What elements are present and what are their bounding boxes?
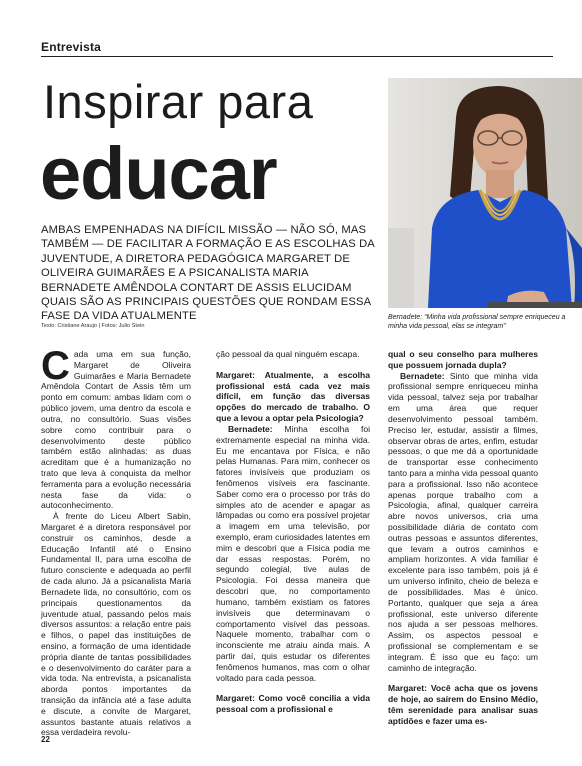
col1-paragraph-1: ada uma em sua função, Margaret de Oliveira Guimarães e Maria Bernadete Amêndola Contart de Assis têm um ponto em comum: ambas lidam com o público jovem, uma dentro da escola e outra, no consultório. Suas visões sobre como contribuir para o desenvolvimento deste público também estão alinhadas: as duas acreditam que é a humanização no trato que leva à conquista da melhor ferramenta para a evolução necessária nesta fase da vida: o autoconhecimento. <box>41 349 191 511</box>
question-2-continued: qual o seu conselho para mulheres que possuem jornada dupla? <box>388 349 538 370</box>
question-2: Margaret: Como você concilia a vida pessoal com a profissional e <box>216 693 370 715</box>
col2-paragraph-1: ção pessoal da qual ninguém escapa. <box>216 349 360 359</box>
headline-line2: educar <box>40 132 277 215</box>
headline-line1: Inspirar para <box>43 75 314 128</box>
body-column-1 <box>41 344 191 738</box>
portrait-illustration <box>388 78 582 308</box>
lead-paragraph: AMBAS EMPENHADAS NA DIFÍCIL MISSÃO — NÃO SÓ, MAS TAMBÉM — DE FACILITAR A FORMAÇÃO E AS ESCOLHAS DA JUVENTUDE, A DIRETORA PEDAGÓGICA MARGARET DE OLIVEIRA GUIMARÃES E A PSICANALISTA MARIA BERNADETE AMÊNDOLA CONTART DE ASSIS ELUCIDAM QUAIS SÃO AS PRINCIPAIS QUESTÕES QUE RONDAM ESSA FASE DA VIDA ATUALMENTE <box>41 224 375 323</box>
answer-1-text: Minha escolha foi extremamente especial na minha vida. Eu me encantava por Física, e não pelas Humanas. Para mim, conhecer os fatores invisíveis que produziam os fenômenos visíveis era fascinante. Saber como era o processo por trás do simples ato de acender e apagar as lâmpadas ou como era possível projetar a imagem em uma televisão, por exemplo, eram curiosidades latentes em mim e descobri que a Física podia me dar essas respostas. Porém, no segundo colegial, tive aulas de Psicologia. Foi dessa maneira que descobri que, no comportamento humano, também existiam os fatores invisíveis que determinavam o comportamento visível das pessoas. Naquele momento, trabalhar com o inconsciente me atraiu ainda mais. A partir daí, quis estudar os diferentes fenômenos humanos, mas com o olhar voltado para cada pessoa. <box>216 423 370 683</box>
answer-1-speaker: Bernadete: <box>228 423 273 434</box>
credits-line: Texto: Cristiane Araujo | Fotos: Julio Stein <box>41 323 145 329</box>
answer-2-text: Sinto que minha vida profissional sempre enriqueceu minha vida pessoal, talvez seja por trabalhar em uma área que requer desenvolvimento pessoal também. Preciso ler, estudar, assistir a filmes, observar obras de artes, enfim, estudar pessoas, o que me dá a oportunidade de transportar esse conhecimento tanto para a minha vida pessoal quanto para a profissional. Isso não acontece apenas porque trabalho com a Psicologia, afinal, qualquer carreira abre novos universos, cria uma possibilidade diária de contato com outras pessoas e assuntos diferentes, que levam a outros caminhos e ampliam horizontes. A vida familiar é excelente para isso também, pois já é um universo infinito, cheio de beleza e de possibilidades. Mas é único. Portanto, qualquer que seja a área profissional, este universo diferente nos ajuda a ser pessoas melhores. Assim, os aspectos pessoal e profissional se complementam e se integram. É isso que eu faço: um caminho de integração. <box>388 370 538 673</box>
section-label: Entrevista <box>41 40 102 54</box>
page-number: 22 <box>41 735 50 744</box>
body-column-3 <box>388 349 538 727</box>
header-rule <box>41 56 553 57</box>
question-1: Margaret: Atualmente, a escolha profissional está cada vez mais difícil, em função das diversas opções do mercado de trabalho. O que a levou a optar pela Psicologia? <box>216 369 370 424</box>
photo-caption: Bernadete: “Minha vida profissional sempre enriqueceu a minha vida pessoal, elas se integram” <box>388 314 566 330</box>
col1-paragraph-2: À frente do Liceu Albert Sabin, Margaret é a diretora responsável por construir os caminhos, desde a Educação Infantil até o Ensino Fundamental II, para uma escolha de futuro consciente e adequada ao perfil de cada aluno. Já a psicanalista Maria Bernadete lida, no consultório, com os principais questionamentos da juventude atual, passando pelos mais diversos assuntos: a relação entre pais e filhos, o papel das instituições de ensino, a formação de uma identidade própria diante de tantas possibilidades e o desenvolvimento do caráter para a vida toda. Na entrevista, a psicanalista aborda pontos importantes da transição da infância até a fase adulta e discute, a convite de Margaret, assuntos bastante atuais relativos a essa verdadeira revolu- <box>41 511 191 738</box>
question-3: Margaret: Você acha que os jovens de hoje, ao saírem do Ensino Médio, têm serenidade para analisar suas aptidões e fazer uma es- <box>388 683 538 726</box>
drop-cap: C <box>41 344 70 388</box>
body-column-2 <box>216 349 370 715</box>
portrait-photo <box>388 78 582 308</box>
answer-2-speaker: Bernadete: <box>400 370 445 381</box>
